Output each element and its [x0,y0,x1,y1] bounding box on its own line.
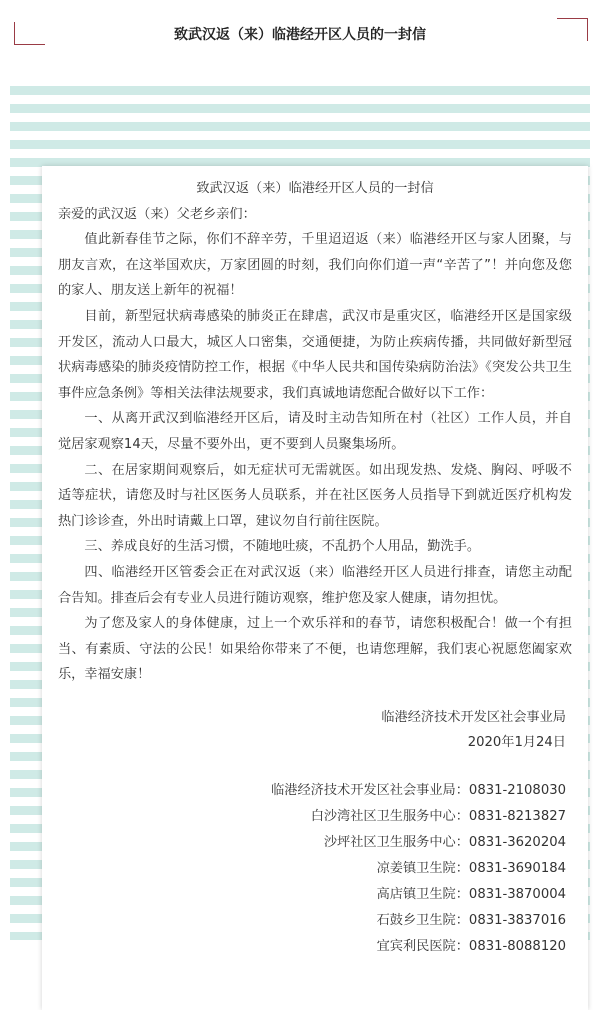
article-header [0,0,600,62]
letter-title: 致武汉返（来）临港经开区人员的一封信 [196,181,434,196]
letter-paper [42,166,588,1010]
letter-paragraph: 为了您及家人的身体健康，过上一个欢乐祥和的春节，请您积极配合！做一个有担当、有素质、守法的公民！如果给你带来了不便，也请您理解，我们衷心祝愿您阖家欢乐，幸福安康！ [58,616,572,683]
contact-line: 沙坪社区卫生服务中心：0831-3620204 [323,835,566,851]
article-title: 致武汉返（来）临港经开区人员的一封信 [174,27,426,43]
contact-line: 凉姜镇卫生院：0831-3690184 [376,861,566,877]
letter-paragraph: 一、从离开武汉到临港经开区后，请及时主动告知所在村（社区）工作人员，并自觉居家观察14天，尽量不要外出，更不要到人员聚集场所。 [58,411,572,452]
contact-list [58,778,572,960]
letter-paragraph: 目前，新型冠状病毒感染的肺炎正在肆虐，武汉市是重灾区，临港经开区是国家级开发区，流动人口最大，城区人口密集，交通便捷，为防止疾病传播，共同做好新型冠状病毒感染的肺炎疫情防控工作，根据《中华人民共和国传染病防治法》《突发公共卫生事件应急条例》等相关法律法规要求，我们真诚地请您配合做好以下工作： [58,308,572,401]
letter-body [58,176,572,960]
letter-signature: 临港经济技术开发区社会事业局 [381,709,566,725]
letter-salutation: 亲爱的武汉返（来）父老乡亲们： [58,206,256,222]
letter-paragraph: 二、在居家期间观察后，如无症状可无需就医。如出现发热、发烧、胸闷、呼吸不适等症状，请您及时与社区医务人员联系，并在社区医务人员指导下到就近医疗机构发热门诊诊查，外出时请戴上口罩，建议勿自行前往医院。 [58,462,572,529]
letter-paragraph: 值此新春佳节之际，你们不辞辛劳，千里迢迢返（来）临港经开区与家人团聚，与朋友言欢，在这举国欢庆，万家团圆的时刻，我们向你们道一声“辛苦了”！并向您及您的家人、朋友送上新年的祝福！ [58,232,572,299]
contact-line: 临港经济技术开发区社会事业局：0831-2108030 [271,783,566,799]
striped-frame [10,86,590,955]
contact-line: 石鼓乡卫生院：0831-3837016 [376,913,566,929]
letter-date: 2020年1月24日 [467,735,566,751]
contact-line: 宜宾利民医院：0831-8088120 [376,939,566,955]
contact-line: 白沙湾社区卫生服务中心：0831-8213827 [310,809,566,825]
letter-paragraph: 三、养成良好的生活习惯，不随地吐痰，不乱扔个人用品，勤洗手。 [84,539,481,555]
letter-paragraph: 四、临港经开区管委会正在对武汉返（来）临港经开区人员进行排查，请您主动配合告知。排查后会有专业人员进行随访观察，维护您及家人健康，请勿担忧。 [58,564,572,606]
contact-line: 高店镇卫生院：0831-3870004 [376,887,566,903]
